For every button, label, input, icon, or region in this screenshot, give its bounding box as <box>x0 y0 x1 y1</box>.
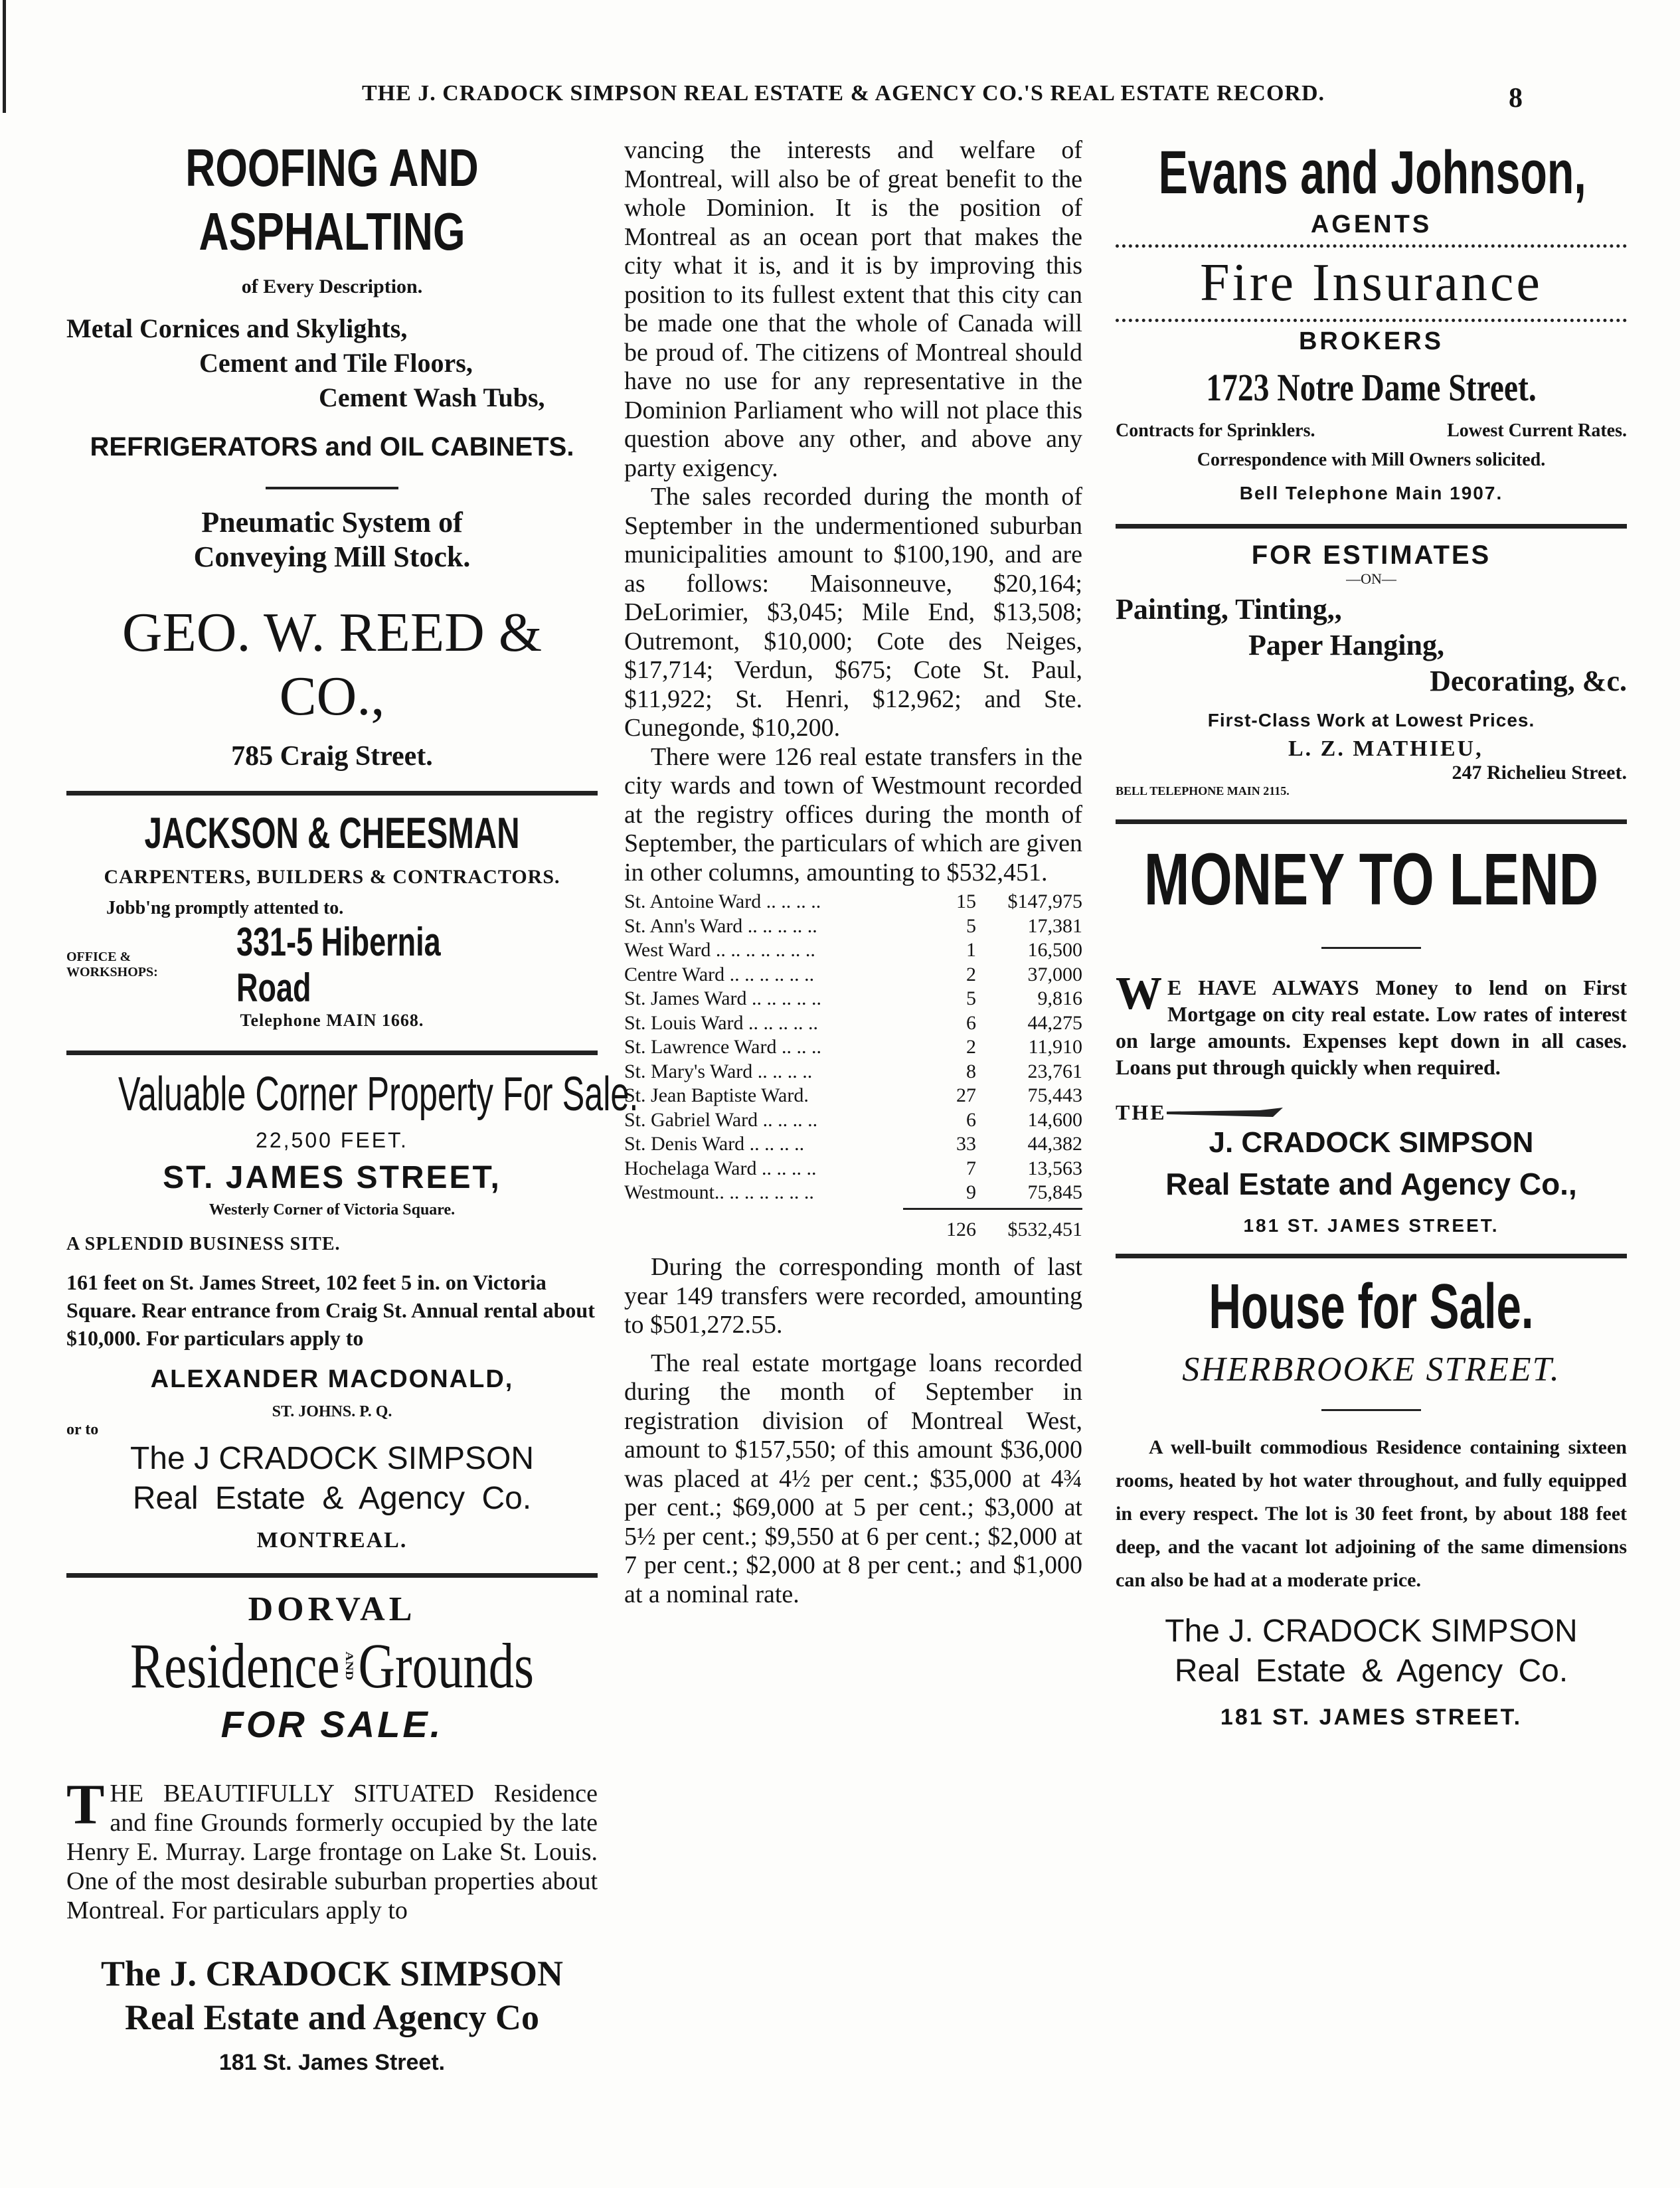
property-title: Valuable Corner Property For Sale. <box>118 1068 639 1121</box>
reed-company-name: GEO. W. REED & CO., <box>122 602 543 727</box>
money-description <box>1116 968 1627 1080</box>
dorval-place: DORVAL <box>248 1590 416 1628</box>
ward-name: St. Lawrence Ward .. .. .. <box>624 1036 821 1058</box>
divider <box>1321 1409 1421 1411</box>
dorval-for-sale: FOR SALE. <box>220 1703 444 1745</box>
money-ad <box>1116 837 1627 1236</box>
or-to-label: or to <box>66 1421 99 1438</box>
fire-insurance: Fire Insurance <box>1200 254 1543 312</box>
property-size: 22,500 FEET. <box>256 1128 408 1152</box>
ward-name: St. Gabriel Ward .. .. .. .. <box>624 1108 818 1131</box>
house-agent-company: Real Estate & Agency Co. <box>1174 1653 1568 1689</box>
agents-label: AGENTS <box>1310 210 1432 238</box>
ward-count: 5 <box>966 987 976 1009</box>
jackson-telephone: Telephone MAIN 1668. <box>240 1011 424 1030</box>
ward-row <box>624 1011 1082 1036</box>
simpson-company: Real Estate & Agency Co. <box>132 1481 532 1516</box>
article <box>624 136 1082 1609</box>
correspondence-text: Correspondence with Mill Owners solicited. <box>1197 450 1546 470</box>
estimates-title: FOR ESTIMATES <box>1251 541 1491 570</box>
ward-name: St. Mary's Ward .. .. .. .. <box>624 1060 813 1082</box>
dorval-agent-company: Real Estate and Agency Co <box>125 1997 539 2037</box>
divider <box>1321 947 1421 949</box>
the-row <box>1116 1100 1627 1125</box>
roofing-line: REFRIGERATORS and OIL CABINETS. <box>90 432 574 462</box>
money-title: MONEY TO LEND <box>1143 839 1599 920</box>
property-city: MONTREAL. <box>256 1528 408 1553</box>
ward-name: Centre Ward .. .. .. .. .. .. <box>624 963 815 985</box>
dorval-address: 181 St. James Street. <box>218 2050 446 2075</box>
total-count: 126 <box>946 1218 976 1240</box>
article-paragraph: The sales recorded during the month of September in the undermentioned suburban municipalities amount to $100,190, and are as follows: Maisonneuve, $20,164; DeLorimier, $3,045; Mile End, $13,508; Outremont, $10,000; Cote des Neiges, $17,714; Verdun, $675; Cote St. Paul, $11,922; St. Henri, $12,962; and Ste. Cunegonde, $10,200. <box>624 483 1082 742</box>
ward-transfers-table <box>624 890 1082 1205</box>
ward-amount: $147,975 <box>1007 890 1082 912</box>
money-address: 181 ST. JAMES STREET. <box>1243 1215 1499 1236</box>
ward-amount: 11,910 <box>1028 1036 1082 1058</box>
ward-row <box>624 963 1082 987</box>
drop-cap: T <box>66 1772 105 1836</box>
roofing-ad <box>66 136 598 772</box>
scan-edge-line <box>3 0 6 113</box>
ward-count: 27 <box>956 1084 976 1106</box>
ward-amount: 16,500 <box>1027 939 1082 961</box>
drop-cap: W <box>1116 968 1162 1019</box>
ward-name: Hochelaga Ward .. .. .. .. <box>624 1157 817 1179</box>
property-ad <box>66 1067 639 1553</box>
ward-amount: 37,000 <box>1027 963 1082 985</box>
ward-row <box>624 987 1082 1011</box>
jackson-jobbing: Jobb'ng promptly attented to. <box>106 898 344 918</box>
ward-row <box>624 1108 1082 1133</box>
ward-count: 1 <box>966 939 976 961</box>
divider <box>66 1573 598 1578</box>
right-column <box>1116 136 1627 1730</box>
divider <box>66 791 598 796</box>
divider <box>66 1051 598 1055</box>
mathieu-phone: BELL TELEPHONE MAIN 2115. <box>1116 784 1290 798</box>
and-word: AND <box>343 1651 355 1681</box>
divider <box>1116 524 1627 529</box>
page-header: THE J. CRADOCK SIMPSON REAL ESTATE & AGENCY CO.'S REAL ESTATE RECORD. <box>361 81 1325 106</box>
article-paragraph: There were 126 real estate transfers in the city wards and town of Westmount recorded at the registry offices during the month of September, the particulars of which are given in other columns, amounting to $532,451. <box>624 742 1082 886</box>
house-street: SHERBROOKE STREET. <box>1182 1351 1560 1389</box>
brokers-label: BROKERS <box>1298 327 1444 355</box>
money-agent-company: Real Estate and Agency Co., <box>1165 1167 1577 1201</box>
property-street: ST. JAMES STREET, <box>163 1160 501 1195</box>
house-agent: The J. CRADOCK SIMPSON <box>1165 1614 1578 1649</box>
jackson-address: 331-5 Hibernia Road <box>236 920 441 1010</box>
house-description: A well-built commodious Residence containing sixteen rooms, heated by hot water throughout, and fully equipped in every respect. The lot is 30 feet front, by about 188 feet deep, and the vacant lot adjoining of the same dimensions can also be had at a moderate price. <box>1116 1436 1627 1591</box>
roofing-line: Cement Wash Tubs, <box>319 382 545 412</box>
divider <box>266 487 398 489</box>
ward-count: 15 <box>956 890 976 912</box>
article-paragraph: vancing the interests and welfare of Montreal, will also be of great benefit to the whole Dominion. It is the position of Montreal as an ocean port that makes the city what it is, and it is by improving this position to its fullest extent that this city can be made one that the whole of Canada will be proud of. The citizens of Montreal should have no use for any representative in the Dominion Parliament who will not place this question above any other, and above any party exigency. <box>624 136 1082 482</box>
ward-row <box>624 890 1082 914</box>
house-ad <box>1116 1270 1627 1730</box>
mathieu-ad <box>1116 541 1627 798</box>
ward-row <box>624 1181 1082 1205</box>
ward-name: St. Antoine Ward .. .. .. .. <box>624 890 821 912</box>
office-label: OFFICE & WORKSHOPS: <box>66 950 158 979</box>
ward-row <box>624 1035 1082 1060</box>
dorval-agent: The J. CRADOCK SIMPSON <box>100 1954 564 1993</box>
dorval-description <box>66 1772 598 1925</box>
service-line: Paper Hanging, <box>1248 629 1445 661</box>
jackson-ad <box>66 807 598 1031</box>
left-column <box>66 136 639 2076</box>
ward-name: St. Jean Baptiste Ward. <box>624 1084 809 1106</box>
property-site: A SPLENDID BUSINESS SITE. <box>66 1234 341 1254</box>
mathieu-name: L. Z. MATHIEU, <box>1288 736 1483 761</box>
dotted-divider <box>1116 319 1627 322</box>
ward-count: 7 <box>966 1157 976 1179</box>
evans-ad <box>1116 136 1627 504</box>
sprinklers-text: Contracts for Sprinklers. <box>1116 420 1315 441</box>
ward-row <box>624 938 1082 963</box>
ward-amount: 75,845 <box>1027 1181 1082 1203</box>
roofing-line: Conveying Mill Stock. <box>193 541 471 573</box>
evans-phone: Bell Telephone Main 1907. <box>1239 483 1503 503</box>
roofing-line: Cement and Tile Floors, <box>199 348 473 378</box>
ward-count: 2 <box>966 1036 976 1058</box>
ward-amount: 44,382 <box>1027 1133 1082 1155</box>
ward-amount: 13,563 <box>1027 1157 1082 1179</box>
ward-count: 8 <box>966 1060 976 1082</box>
total-amount: $532,451 <box>1007 1218 1082 1240</box>
ward-row <box>624 914 1082 939</box>
the-label: THE <box>1116 1100 1167 1124</box>
jackson-title: JACKSON & CHEESMAN <box>144 808 520 857</box>
divider <box>1116 819 1627 824</box>
property-agent: ALEXANDER MACDONALD, <box>150 1365 514 1393</box>
ward-amount: 9,816 <box>1037 987 1082 1009</box>
mathieu-address: 247 Richelieu Street. <box>1452 762 1627 784</box>
ward-amount: 44,275 <box>1027 1011 1082 1034</box>
page-number: 8 <box>1509 83 1523 114</box>
ward-amount: 17,381 <box>1027 914 1082 937</box>
reed-address: 785 Craig Street. <box>231 741 433 772</box>
dorval-text: HE BEAUTIFULLY SITUATED Residence and fine Grounds formerly occupied by the late Henry E. Murray. Large frontage on Lake St. Louis. One of the most desirable suburban properties about Montreal. For particulars apply to <box>66 1780 598 1924</box>
ward-name: St. Denis Ward .. .. .. .. <box>624 1133 805 1155</box>
ward-name: St. James Ward .. .. .. .. .. <box>624 987 822 1009</box>
property-agent-location: ST. JOHNS. P. Q. <box>272 1403 392 1420</box>
ward-count: 33 <box>956 1133 976 1155</box>
jackson-trades: CARPENTERS, BUILDERS & CONTRACTORS. <box>104 866 560 888</box>
roofing-title: ROOFING AND ASPHALTING <box>185 138 479 261</box>
ward-name: St. Louis Ward .. .. .. .. .. <box>624 1011 819 1034</box>
evans-info-row <box>1116 420 1627 442</box>
jackson-address-row <box>66 919 598 1011</box>
service-line: Painting, Tinting,, <box>1116 593 1342 626</box>
roofing-line: Metal Cornices and Skylights, <box>66 313 408 343</box>
article-paragraph: During the corresponding month of last year 149 transfers were recorded, amounting to $501,272.55. <box>624 1253 1082 1339</box>
money-agent: J. CRADOCK SIMPSON <box>1209 1126 1534 1159</box>
rates-text: Lowest Current Rates. <box>1447 420 1627 441</box>
ward-count: 5 <box>966 914 976 937</box>
house-address: 181 ST. JAMES STREET. <box>1220 1705 1523 1730</box>
dotted-divider <box>1116 244 1627 248</box>
ward-row <box>624 1132 1082 1157</box>
article-paragraph: The real estate mortgage loans recorded during the month of September in registration division of Montreal West, amount to $157,550; of this amount $36,000 was placed at 4½ per cent.; $35,000 at 4¾ per cent.; $69,000 at 5 per cent.; $3,000 at 5½ per cent.; $9,550 at 6 per cent.; $2,000 at 7 per cent.; $2,000 at 8 per cent.; and $1,000 at a nominal rate. <box>624 1349 1082 1608</box>
ward-row <box>624 1084 1082 1108</box>
ward-count: 9 <box>966 1181 976 1203</box>
ward-count: 6 <box>966 1011 976 1034</box>
simpson-name: The J CRADOCK SIMPSON <box>129 1441 535 1476</box>
roofing-subtitle: of Every Description. <box>241 276 423 297</box>
ward-count: 6 <box>966 1108 976 1131</box>
estimates-on: —ON— <box>1346 570 1396 587</box>
property-details: 161 feet on St. James Street, 102 feet 5 in. on Victoria Square. Rear entrance from Craig St. Annual rental about $10,000. For particulars apply to <box>66 1270 595 1350</box>
ward-amount: 14,600 <box>1027 1108 1082 1131</box>
first-class-text: First-Class Work at Lowest Prices. <box>1207 710 1535 730</box>
money-text: E HAVE ALWAYS Money to lend on First Mortgage on city real estate. Low rates of interest on large amounts. Expenses kept down in all cases. Loans put through quickly when required. <box>1116 975 1627 1079</box>
ward-name: St. Ann's Ward .. .. .. .. .. <box>624 914 817 937</box>
roofing-line: Pneumatic System of <box>201 506 463 539</box>
ward-name: Westmount.. .. .. .. .. .. .. <box>624 1181 814 1203</box>
property-corner: Westerly Corner of Victoria Square. <box>209 1201 456 1219</box>
residence-word: Residence <box>129 1630 340 1701</box>
ward-amount: 23,761 <box>1027 1060 1082 1082</box>
evans-title: Evans and Johnson, <box>1158 139 1586 207</box>
dorval-ad <box>66 1590 598 2076</box>
divider <box>1116 1254 1627 1258</box>
ward-row <box>624 1060 1082 1084</box>
middle-column <box>624 136 1082 1609</box>
ward-count: 2 <box>966 963 976 985</box>
grounds-word: Grounds <box>358 1630 535 1701</box>
evans-address: 1723 Notre Dame Street. <box>1206 366 1537 409</box>
ward-row <box>624 1157 1082 1181</box>
dorval-title <box>77 1629 587 1703</box>
pointing-hand-icon <box>1167 1105 1286 1121</box>
ward-amount: 75,443 <box>1027 1084 1082 1106</box>
ward-totals <box>903 1208 1082 1244</box>
house-title: House for Sale. <box>1209 1271 1534 1342</box>
service-line: Decorating, &c. <box>1430 665 1627 697</box>
ward-name: West Ward .. .. .. .. .. .. .. <box>624 939 815 961</box>
